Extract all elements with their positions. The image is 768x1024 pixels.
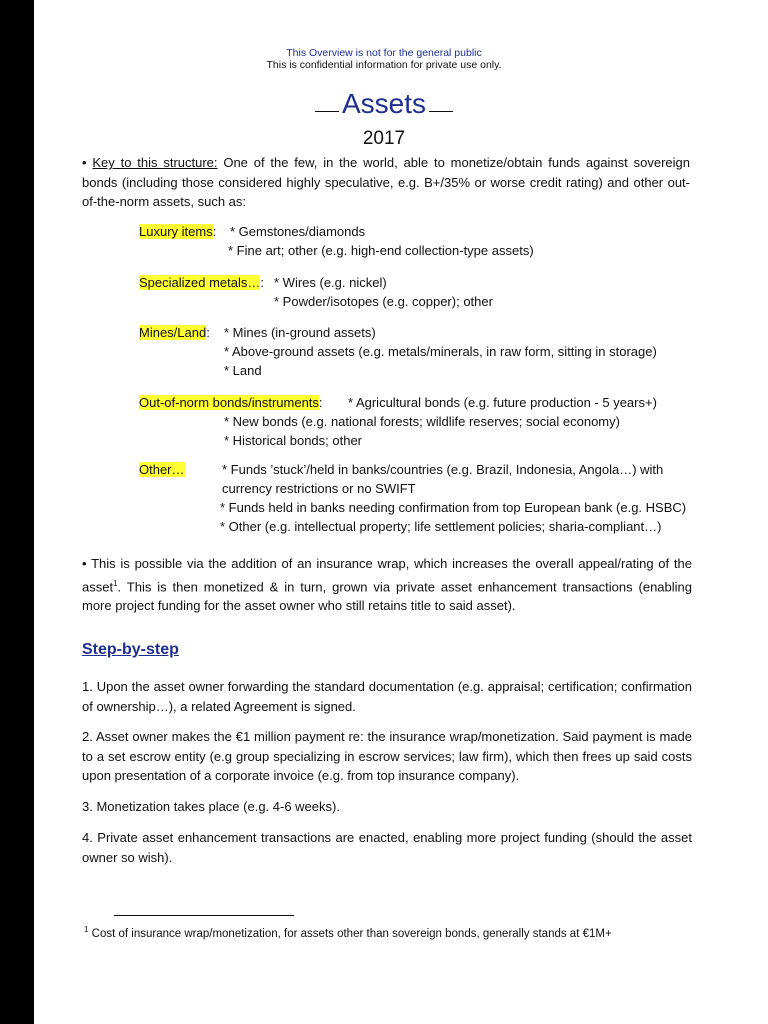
insurance-wrap-paragraph: • This is possible via the addition of an insurance wrap, which increases the overall appeal/rating of the asset$^1$. This is then monetized & in turn, grown via private asset enhancement transactions (enabling more project funding for the asset owner who still retains title to said asset). — [82, 556, 692, 614]
category-mines: Mines/Land: — [139, 325, 210, 340]
page-title: Assets — [341, 88, 427, 119]
footnote-ref: 1 — [113, 578, 118, 588]
category-line: * Land — [224, 363, 262, 378]
category-label: Specialized metals… — [139, 275, 261, 290]
category-line: * New bonds (e.g. national forests; wildlife reserves; social economy) — [224, 414, 620, 429]
category-line: * Funds ’stuck’/held in banks/countries (e.g. Brazil, Indonesia, Angola…) with — [222, 462, 664, 477]
category-line: currency restrictions or no SWIFT — [222, 481, 416, 496]
category-line: * Historical bonds; other — [224, 433, 363, 448]
category-line: * Other (e.g. intellectual property; life settlement policies; sharia-compliant…) — [220, 519, 662, 534]
category-line: * Agricultural bonds (e.g. future production - 5 years+) — [348, 395, 657, 410]
confidential-notice: This Overview is not for the general public — [286, 47, 482, 59]
category-line: * Gemstones/diamonds — [230, 224, 366, 239]
step-item: 3. Monetization takes place (e.g. 4-6 weeks). — [82, 799, 340, 814]
intro-text: One of the few, in the world, able to monetize/obtain funds against sovereign bonds (including those considered highly speculative, e.g. B+/35% or worse credit rating) and other out-of-the-norm assets, such as: — [82, 155, 690, 209]
category-label: Out-of-norm bonds/instruments — [139, 395, 319, 410]
category-bonds: Out-of-norm bonds/instruments: — [139, 395, 323, 410]
category-line: * Funds held in banks needing confirmation from top European bank (e.g. HSBC) — [220, 500, 687, 515]
title-dash-left — [315, 111, 339, 112]
key-label: Key to this structure: — [92, 155, 218, 170]
category-label: Luxury items — [139, 224, 213, 239]
category-label: Other… — [139, 462, 185, 477]
step-item: 1. Upon the asset owner forwarding the standard documentation (e.g. appraisal; certification; confirmation of ownership…), a related Agreement is signed. — [82, 679, 692, 714]
title-dash-right — [429, 111, 453, 112]
private-use-notice: This is confidential information for private use only. — [266, 59, 502, 71]
year: 2017 — [362, 128, 406, 149]
document-page — [34, 0, 768, 1024]
category-line: * Wires (e.g. nickel) — [274, 275, 387, 290]
category-line: * Above-ground assets (e.g. metals/minerals, in raw form, sitting in storage) — [224, 344, 657, 359]
category-line: * Fine art; other (e.g. high-end collection-type assets) — [228, 243, 534, 258]
footnote-text: Cost of insurance wrap/monetization, for assets other than sovereign bonds, generally stands at €1M+ — [88, 927, 612, 940]
category-other — [139, 460, 185, 480]
title-row — [34, 88, 734, 120]
category-line: * Mines (in-ground assets) — [224, 325, 376, 340]
category-metals: Specialized metals…: — [139, 275, 265, 290]
section-heading: Step-by-step — [82, 641, 179, 658]
step-item: 4. Private asset enhancement transactions are enacted, enabling more project funding (should the asset owner so wish). — [82, 830, 692, 865]
bullet: • — [82, 556, 87, 571]
category-line: * Powder/isotopes (e.g. copper); other — [274, 294, 493, 309]
category-luxury: Luxury items: — [139, 224, 217, 239]
category-label: Mines/Land — [139, 325, 207, 340]
intro-paragraph — [82, 153, 690, 212]
step-item: 2. Asset owner makes the €1 million payment re: the insurance wrap/monetization. Said payment is made to a set escrow entity (e.g group specializing in escrow services; law firm), which then frees up said costs upon presentation of a corporate invoice (e.g. from top insurance company). — [82, 729, 692, 783]
footnote — [84, 925, 612, 940]
bullet: • — [82, 155, 87, 170]
footnote-mark: 1 — [84, 925, 89, 934]
footnote-divider — [114, 915, 294, 916]
